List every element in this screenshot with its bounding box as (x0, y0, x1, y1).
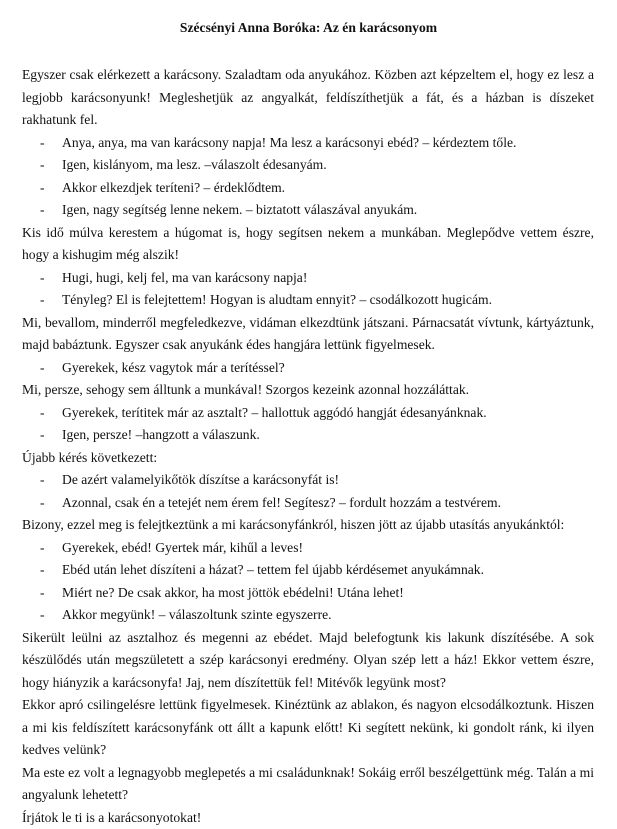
dialogue-line (22, 559, 594, 582)
dialogue-line (22, 424, 594, 447)
dialogue-line (22, 604, 594, 627)
narrative-paragraph: Újabb kérés következett: (22, 447, 594, 470)
dialogue-text: Akkor elkezdjek teríteni? – érdeklődtem. (62, 180, 285, 195)
dialogue-line (22, 199, 594, 222)
dialogue-text: Gyerekek, kész vagytok már a terítéssel? (62, 360, 285, 375)
dialogue-line (22, 582, 594, 605)
dialogue-line (22, 154, 594, 177)
dialogue-line (22, 267, 594, 290)
dialogue-dash: - (40, 469, 45, 492)
dialogue-dash: - (40, 537, 45, 560)
dialogue-text: Akkor megyünk! – válaszoltunk szinte egyszerre. (62, 607, 332, 622)
dialogue-line (22, 357, 594, 380)
dialogue-line (22, 537, 594, 560)
dialogue-dash: - (40, 154, 45, 177)
narrative-paragraph: Mi, bevallom, minderről megfeledkezve, vidáman elkezdtünk játszani. Párnacsatát vívtunk, kártyáztunk, majd babáztunk. Egyszer csak anyukánk édes hangjára lettünk figyelmesek. (22, 312, 594, 357)
dialogue-line (22, 132, 594, 155)
narrative-paragraph: Kis idő múlva kerestem a húgomat is, hogy segítsen nekem a munkában. Meglepődve vettem észre, hogy a kishugim még alszik! (22, 222, 594, 267)
dialogue-dash: - (40, 492, 45, 515)
story-body (22, 64, 594, 829)
dialogue-dash: - (40, 132, 45, 155)
dialogue-text: Tényleg? El is felejtettem! Hogyan is aludtam ennyit? – csodálkozott hugicám. (62, 292, 492, 307)
dialogue-dash: - (40, 267, 45, 290)
document-title: Szécsényi Anna Boróka: Az én karácsonyom (0, 18, 617, 38)
dialogue-text: Igen, nagy segítség lenne nekem. – biztatott válaszával anyukám. (62, 202, 417, 217)
dialogue-text: Igen, kislányom, ma lesz. –válaszolt édesanyám. (62, 157, 327, 172)
narrative-paragraph: Ekkor apró csilingelésre lettünk figyelmesek. Kinéztünk az ablakon, és nagyon elcsodálkoztunk. Hiszen a mi kis feldíszített karácsonyfánk ott állt a kapunk előtt! Ki segített nekünk, ki gondolt ránk, ki ilyen kedves velünk? (22, 694, 594, 762)
dialogue-text: Gyerekek, ebéd! Gyertek már, kihűl a leves! (62, 540, 303, 555)
dialogue-dash: - (40, 357, 45, 380)
dialogue-line (22, 177, 594, 200)
dialogue-dash: - (40, 604, 45, 627)
dialogue-text: Anya, anya, ma van karácsony napja! Ma lesz a karácsonyi ebéd? – kérdeztem tőle. (62, 135, 516, 150)
dialogue-line (22, 402, 594, 425)
dialogue-dash: - (40, 177, 45, 200)
narrative-paragraph: Bizony, ezzel meg is felejtkeztünk a mi karácsonyfánkról, hiszen jött az újabb utasítás anyukánktól: (22, 514, 594, 537)
dialogue-line (22, 492, 594, 515)
dialogue-dash: - (40, 559, 45, 582)
narrative-paragraph: Sikerült leülni az asztalhoz és megenni az ebédet. Majd belefogtunk kis lakunk díszítésébe. A sok készülődés után megszületett a szép karácsonyi eredmény. Olyan szép lett a ház! Ekkor vettem észre, hogy hiányzik a karácsonyfa! Jaj, nem díszítettük fel! Mitévők legyünk most? (22, 627, 594, 695)
dialogue-dash: - (40, 289, 45, 312)
dialogue-text: Ebéd után lehet díszíteni a házat? – tettem fel újabb kérdésemet anyukámnak. (62, 562, 484, 577)
narrative-paragraph: Írjátok le ti is a karácsonyotokat! (22, 807, 594, 829)
dialogue-dash: - (40, 402, 45, 425)
dialogue-text: Miért ne? De csak akkor, ha most jöttök ebédelni! Utána lehet! (62, 585, 404, 600)
dialogue-dash: - (40, 582, 45, 605)
dialogue-dash: - (40, 424, 45, 447)
narrative-paragraph: Mi, persze, sehogy sem álltunk a munkával! Szorgos kezeink azonnal hozzáláttak. (22, 379, 594, 402)
narrative-paragraph: Egyszer csak elérkezett a karácsony. Szaladtam oda anyukához. Közben azt képzeltem el, hogy ez lesz a legjobb karácsonyunk! Megleshetjük az angyalkát, feldíszíthetjük a fát, és a házban is díszeket rakhatunk fel. (22, 64, 594, 132)
dialogue-line (22, 289, 594, 312)
dialogue-text: Azonnal, csak én a tetejét nem érem fel! Segítesz? – fordult hozzám a testvérem. (62, 495, 501, 510)
narrative-paragraph: Ma este ez volt a legnagyobb meglepetés a mi családunknak! Sokáig erről beszélgettünk még. Talán a mi angyalunk lehetett? (22, 762, 594, 807)
dialogue-text: Igen, persze! –hangzott a válaszunk. (62, 427, 260, 442)
dialogue-dash: - (40, 199, 45, 222)
dialogue-text: Gyerekek, terítitek már az asztalt? – hallottuk aggódó hangját édesanyánknak. (62, 405, 487, 420)
dialogue-text: De azért valamelyikőtök díszítse a karácsonyfát is! (62, 472, 339, 487)
dialogue-line (22, 469, 594, 492)
dialogue-text: Hugi, hugi, kelj fel, ma van karácsony napja! (62, 270, 307, 285)
